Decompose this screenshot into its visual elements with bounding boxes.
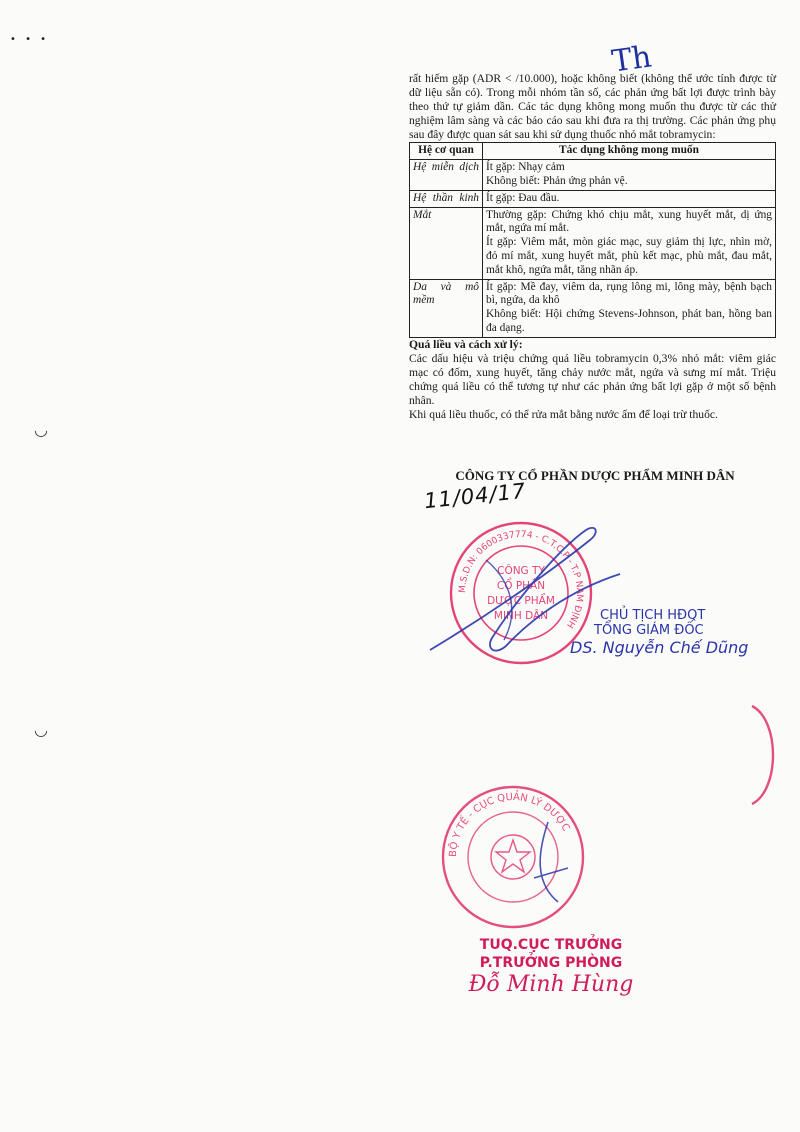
signatory-title: CHỦ TỊCH HĐQT [600,608,706,623]
effect-line: Không biết: Hội chứng Stevens-Johnson, phát ban, hồng ban đa dạng. [486,308,772,335]
leaflet-text-column [409,72,776,422]
stamp-center-line: CỔ PHẦN [496,580,546,592]
overdose-treatment: Khi quá liều thuốc, có thể rửa mắt bằng nước ấm để loại trừ thuốc. [409,408,718,422]
effects-cell [483,207,776,279]
effect-line: Không biết: Phản ứng phản vệ. [486,175,628,188]
stamp-center-line: MINH DÂN [493,610,549,622]
organ-cell: Hệ thần kinh [410,190,483,207]
handwritten-initial: Th [609,39,654,80]
company-signature-block [570,608,770,655]
effects-cell [483,190,776,207]
table-row [410,279,776,337]
ministry-stamp [438,782,588,932]
company-name: CÔNG TY CỔ PHẦN DƯỢC PHẨM MINH DÂN [455,468,735,483]
stamp-center-line: CÔNG TY [497,565,545,577]
binder-hole-mark: ◡ [34,420,48,439]
overdose-paragraph: Các dấu hiệu và triệu chứng quá liều tobramycin 0,3% nhỏ mắt: viêm giác mạc có đốm, xung huyết, tăng chảy nước mắt, ngứa và sưng mí mắt. Triệu chứng quá liều có thể tương tự như các phản ứng bất lợi gặp ở một số bệnh nhân. [409,351,776,408]
table-row [410,190,776,207]
authority-title: TUQ.CỤC TRƯỞNG [479,937,623,953]
effect-line: Ít gặp: Mề đay, viêm da, rụng lông mi, lông mày, bệnh bạch bì, ngứa, da khô [486,280,772,307]
scan-specks: • • • [10,34,50,45]
effects-cell [483,279,776,337]
signatory-title: TỔNG GIÁM ĐỐC [594,623,704,638]
authority-title: P.TRƯỞNG PHÒNG [479,955,623,971]
effect-line: Ít gặp: Nhạy cảm [486,161,565,174]
table-row [410,160,776,191]
effect-line: Ít gặp: Viêm mắt, mòn giác mạc, suy giảm thị lực, nhìn mờ, đỏ mí mắt, xung huyết mắt, phù kết mạc, phù mắt, đau mắt, mắt khô, ngứa mắt, tăng nhãn áp. [486,236,772,276]
adverse-effects-table [409,142,776,337]
effects-cell [483,160,776,191]
intro-paragraph: rất hiếm gặp (ADR < /10.000), hoặc không biết (không thể ước tính được từ dữ liệu sẵn có). Trong mỗi nhóm tần số, các phản ứng bất lợi được trình bày theo thứ tự giảm dần. Các tác dụng không mong muốn thu được từ các thử nghiệm lâm sàng và các báo cáo sau khi đưa ra thị trường. Các phản ứng phụ sau đây được quan sát sau khi sử dụng thuốc nhỏ mắt tobramycin: [409,72,776,142]
binder-hole-mark: ◡ [34,720,48,739]
column-header-organ: Hệ cơ quan [410,143,483,160]
stamp-center-line: DƯỢC PHẨM [487,595,555,607]
handwritten-date: 11/04/17 [423,478,528,514]
national-emblem-icon [491,835,535,879]
organ-cell: Hệ miễn dịch [410,160,483,191]
effect-line: Ít gặp: Đau đầu. [486,191,560,204]
partial-seal-edge [740,700,800,810]
authority-name: Đỗ Minh Hùng [468,972,634,997]
ministry-signature-block [466,936,636,997]
table-row [410,207,776,279]
organ-cell: Da và mô mềm [410,279,483,337]
column-header-effects: Tác dụng không mong muốn [483,143,776,160]
ministry-stamp-ring-text: BỘ Y TẾ - CỤC QUẢN LÝ DƯỢC [447,791,572,858]
effect-line: Thường gặp: Chứng khó chịu mắt, xung huyết mắt, dị ứng mắt, ngứa mí mắt. [486,208,772,235]
overdose-heading: Quá liều và cách xử lý: [409,337,523,351]
table-header-row [410,143,776,160]
signatory-name: DS. Nguyễn Chế Dũng [570,638,749,657]
organ-cell: Mắt [410,207,483,279]
company-stamp-ring-text: M.S.D.N: 0600337774 - C.T.C.P - T.P NAM ĐỊNH [457,529,585,630]
